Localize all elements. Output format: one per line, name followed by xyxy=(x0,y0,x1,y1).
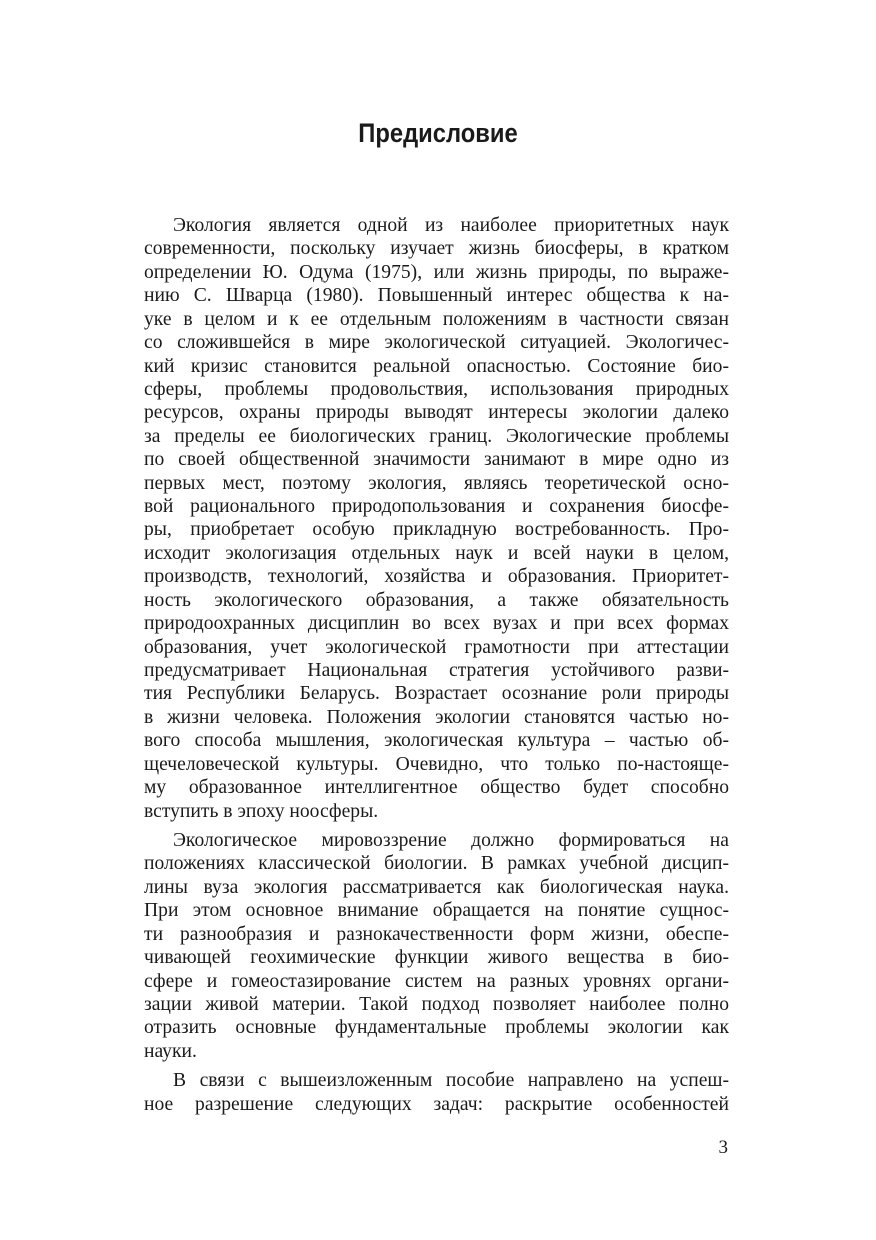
text-line: предусматривает Национальная стратегия устойчивого разви- xyxy=(144,660,729,682)
text-line: вступить в эпоху ноосферы. xyxy=(144,800,379,822)
text-line: положениях классической биологии. В рамках учебной дисцип- xyxy=(144,853,729,875)
text-line: в жизни человека. Положения экологии становятся частью но- xyxy=(144,706,729,728)
text-line: сфере и гомеостазирование систем на разных уровнях органи- xyxy=(144,970,729,992)
text-line: ти разнообразия и разнокачественности форм жизни, обеспе- xyxy=(144,923,729,945)
paragraph xyxy=(144,1069,729,1116)
paragraph xyxy=(144,214,729,823)
text-line: по своей общественной значимости занимают в мире одно из xyxy=(144,449,729,471)
text-line: современности, поскольку изучает жизнь биосферы, в кратком xyxy=(144,238,729,260)
text-line: щечеловеческой культуры. Очевидно, что только по-настояще- xyxy=(144,753,729,775)
text-line: со сложившейся в мире экологической ситуацией. Экологичес- xyxy=(144,332,729,354)
text-line: При этом основное внимание обращается на понятие сущнос- xyxy=(144,900,729,922)
text-line: чивающей геохимические функции живого вещества в био- xyxy=(144,947,729,969)
text-line: определении Ю. Одума (1975), или жизнь природы, по выраже- xyxy=(144,261,729,283)
text-line: Экологическое мировоззрение должно формироваться на xyxy=(173,829,729,851)
text-line: науки. xyxy=(144,1040,197,1062)
text-line: нию С. Шварца (1980). Повышенный интерес общества к на- xyxy=(144,285,729,307)
body-text xyxy=(144,214,729,1116)
page-number: 3 xyxy=(718,1137,728,1158)
text-line: вого способа мышления, экологическая культура – частью об- xyxy=(144,730,729,752)
text-line: образования, учет экологической грамотности при аттестации xyxy=(144,636,729,658)
text-line: уке в целом и к ее отдельным положениям в частности связан xyxy=(144,308,729,330)
text-line: сферы, проблемы продовольствия, использования природных xyxy=(144,378,729,400)
paragraph xyxy=(144,829,729,1063)
text-line: тия Республики Беларусь. Возрастает осознание роли природы xyxy=(144,683,729,705)
text-line: Экология является одной из наиболее приоритетных наук xyxy=(173,215,729,236)
text-line: ры, приобретает особую прикладную востребованность. Про- xyxy=(144,519,729,541)
text-line: вой рационального природопользования и сохранения биосфе- xyxy=(144,496,729,518)
text-line: зации живой материи. Такой подход позволяет наиболее полно xyxy=(144,993,729,1015)
text-line: му образованное интеллигентное общество будет способно xyxy=(144,777,729,799)
page-title: Предисловие xyxy=(358,118,518,148)
text-line: первых мест, поэтому экология, являясь теоретической осно- xyxy=(144,472,729,494)
text-line: ность экологического образования, а также обязательность xyxy=(144,589,729,611)
text-line: ное разрешение следующих задач: раскрытие особенностей xyxy=(144,1093,729,1115)
text-line: лины вуза экология рассматривается как биологическая наука. xyxy=(144,876,729,898)
text-line: производств, технологий, хозяйства и образования. Приоритет- xyxy=(144,566,729,588)
text-line: за пределы ее биологических границ. Экологические проблемы xyxy=(144,425,729,447)
text-line: кий кризис становится реальной опасностью. Состояние био- xyxy=(144,355,729,377)
text-line: В связи с вышеизложенным пособие направлено на успеш- xyxy=(173,1070,729,1092)
text-line: природоохранных дисциплин во всех вузах и при всех формах xyxy=(144,613,729,635)
text-line: исходит экологизация отдельных наук и всей науки в целом, xyxy=(144,542,729,564)
text-line: отразить основные фундаментальные проблемы экологии как xyxy=(144,1017,729,1039)
text-line: ресурсов, охраны природы выводят интересы экологии далеко xyxy=(144,402,729,424)
